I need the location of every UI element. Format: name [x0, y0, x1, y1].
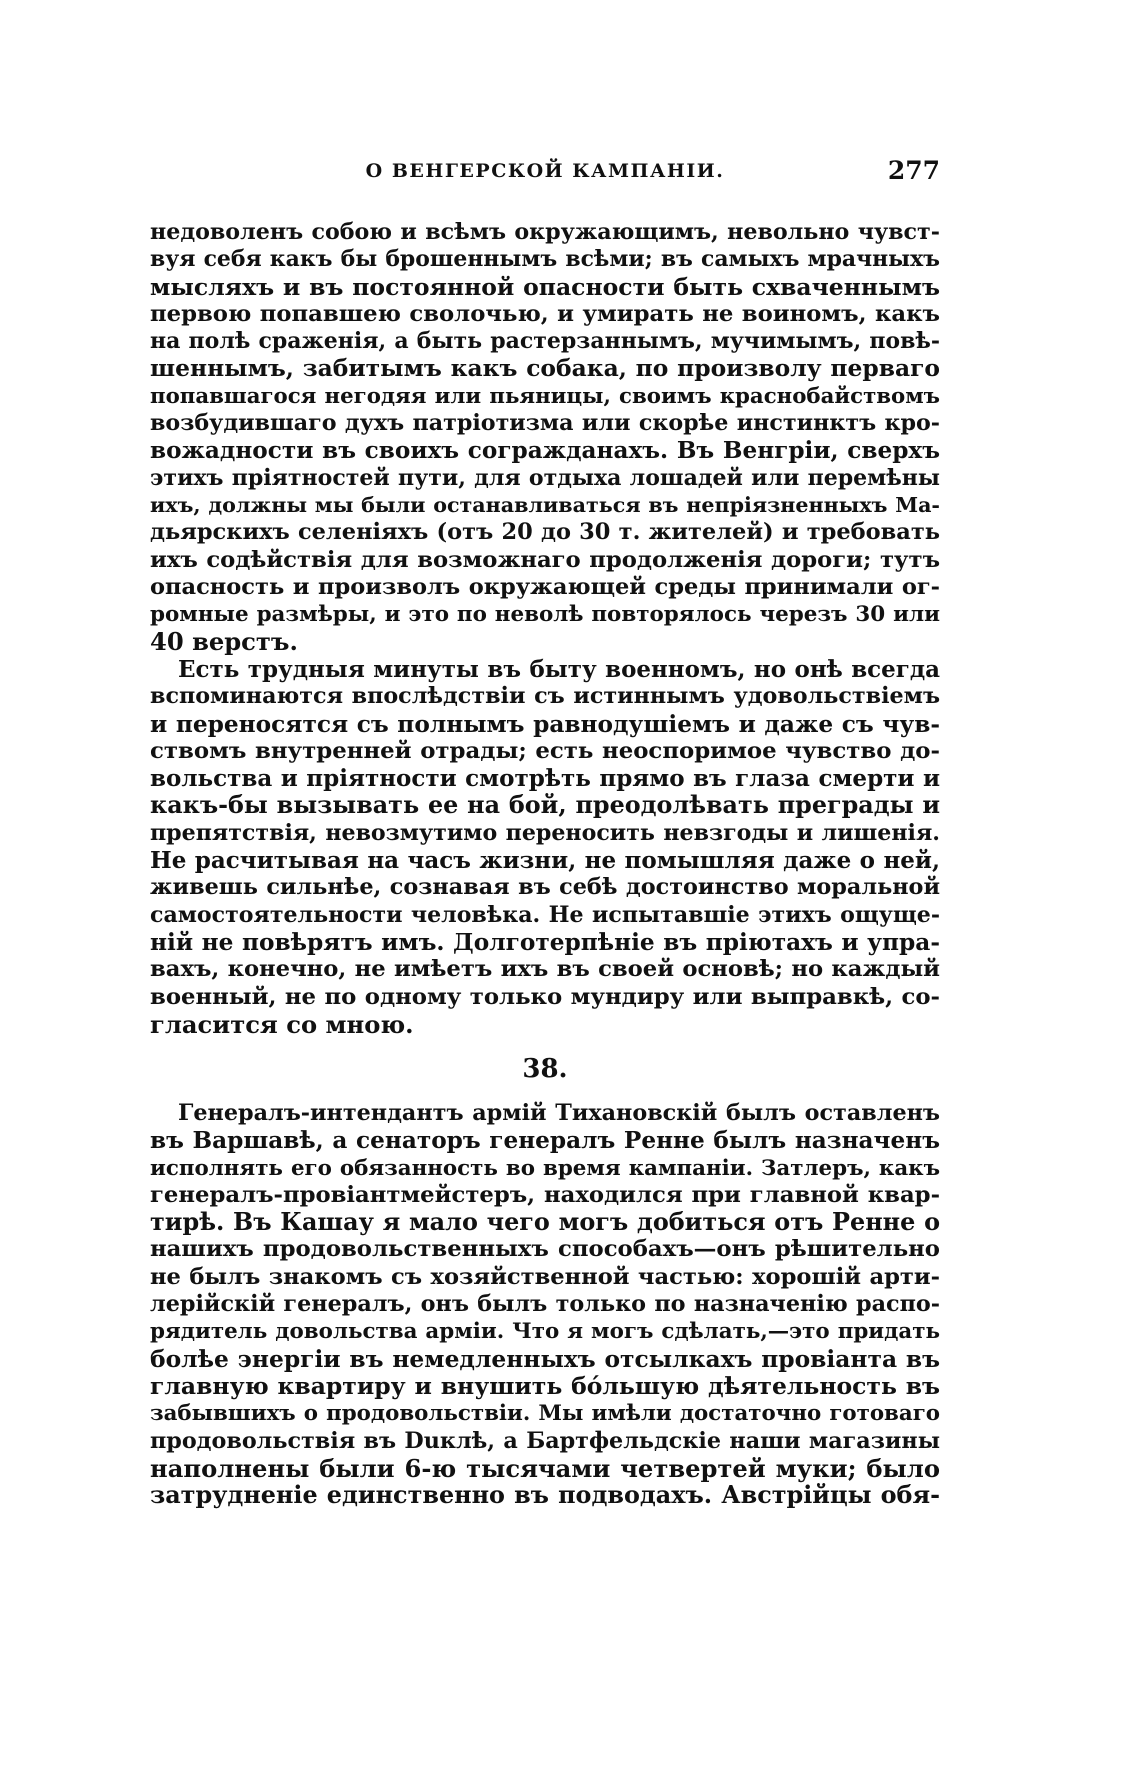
text-line: Не расчитывая на часъ жизни, не помышляя даже о ней, — [150, 847, 940, 875]
text-line: вольства и пріятности смотрѣть прямо въ глаза смерти и — [150, 765, 940, 793]
text-line: вспоминаются впослѣдствіи съ истиннымъ удовольствіемъ — [150, 683, 940, 710]
text-line: главную квартиру и внушить бóльшую дѣятельность въ — [150, 1371, 940, 1400]
text-line: ихъ, должны мы были останавливаться въ непріязненныхъ Ма- — [150, 492, 940, 517]
text-line: ствомъ внутренней отрады; есть неоспоримое чувство до- — [150, 737, 940, 764]
text-line: Генералъ-интендантъ армій Тихановскій былъ оставленъ — [178, 1100, 940, 1126]
text-line: Есть трудныя минуты въ быту военномъ, но онѣ всегда — [178, 656, 940, 683]
text-line: 40 верстъ. — [150, 627, 298, 657]
text-line: попавшагося негодяя или пьяницы, своимъ краснобайствомъ — [150, 383, 940, 409]
text-line: ній не повѣрятъ имъ. Долготерпѣніе въ пріютахъ и упра- — [150, 928, 940, 956]
text-line: ромные размѣры, и это по неволѣ повторялось черезъ 30 или — [150, 602, 940, 628]
running-head — [150, 156, 940, 190]
text-line: продовольствія въ Duклѣ, а Бартфельдскіе наши магазины — [150, 1427, 940, 1454]
page-number: 277 — [887, 156, 940, 185]
text-line: вуя себя какъ бы брошеннымъ всѣми; въ самыхъ мрачныхъ — [150, 246, 940, 273]
text-line: на полѣ сраженія, а быть растерзаннымъ, мучимымъ, повѣ- — [150, 328, 940, 355]
text-line: забывшихъ о продовольствіи. Мы имѣли достаточно готоваго — [150, 1401, 940, 1427]
text-line: рядитель довольства арміи. Что я могъ сдѣлать,—это придать — [150, 1319, 940, 1345]
text-line: военный, не по одному только мундиру или выправкѣ, со- — [150, 983, 940, 1010]
text-line: первою попавшею сволочью, и умирать не воиномъ, какъ — [150, 300, 940, 327]
text-line: затрудненіе единственно въ подводахъ. Австрійцы обя- — [150, 1481, 940, 1510]
running-title: О ВЕНГЕРСКОЙ КАМПАНІИ. — [365, 160, 725, 182]
text-line: тирѣ. Въ Кашау я мало чего могъ добиться отъ Ренне о — [150, 1208, 940, 1237]
text-line: какъ-бы вызывать ее на бой, преодолѣвать преграды и — [150, 791, 940, 820]
text-line: препятствія, невозмутимо переносить невзгоды и лишенія. — [150, 819, 940, 846]
text-line: шеннымъ, забитымъ какъ собака, по произволу перваго — [150, 354, 940, 383]
text-line: исполнять его обязанность во время кампаніи. Затлеръ, какъ — [150, 1155, 940, 1181]
text-line: вожадности въ своихъ согражданахъ. Въ Венгріи, сверхъ — [150, 437, 940, 465]
paragraph-1 — [150, 219, 940, 656]
text-line: возбудившаго духъ патріотизма или скорѣе инстинктъ кро- — [150, 410, 940, 437]
text-line: опасность и произволъ окружающей среды принимали ог- — [150, 573, 940, 600]
text-line: самостоятельности человѣка. Не испытавшіе этихъ ощуще- — [150, 901, 940, 928]
text-line: лерійскій генералъ, онъ былъ только по назначенію распо- — [150, 1291, 940, 1318]
section-number: 38. — [522, 1054, 568, 1084]
paragraph-3 — [150, 1100, 940, 1509]
paragraph-2 — [150, 656, 940, 1038]
text-line: вахъ, конечно, не имѣетъ ихъ въ своей основѣ; но каждый — [150, 956, 940, 983]
text-line: наполнены были 6-ю тысячами четвертей муки; было — [150, 1453, 940, 1483]
text-line: этихъ пріятностей пути, для отдыха лошадей или перемѣны — [150, 464, 940, 491]
text-line: мысляхъ и въ постоянной опасности быть схваченнымъ — [150, 272, 940, 301]
text-line: дьярскихъ селеніяхъ (отъ 20 до 30 т. жителей) и требовать — [150, 519, 940, 546]
text-line: гласится со мною. — [150, 1009, 414, 1039]
text-line: нашихъ продовольственныхъ способахъ—онъ рѣшительно — [150, 1236, 940, 1263]
text-line: недоволенъ собою и всѣмъ окружающимъ, невольно чувст- — [150, 219, 940, 245]
text-line: живешь сильнѣе, сознавая въ себѣ достоинство моральной — [150, 874, 940, 901]
text-line: въ Варшавѣ, а сенаторъ генералъ Ренне былъ назначенъ — [150, 1127, 940, 1155]
text-line: не былъ знакомъ съ хозяйственной частью: хорошій арти- — [150, 1263, 940, 1290]
text-line: болѣе энергіи въ немедленныхъ отсылкахъ провіанта въ — [150, 1344, 940, 1373]
text-line: ихъ содѣйствія для возможнаго продолженія дороги; тутъ — [150, 546, 940, 573]
text-line: генералъ-провіантмейстеръ, находился при главной квар- — [150, 1181, 940, 1208]
text-line: и переносятся съ полнымъ равнодушіемъ и даже съ чув- — [150, 710, 940, 738]
